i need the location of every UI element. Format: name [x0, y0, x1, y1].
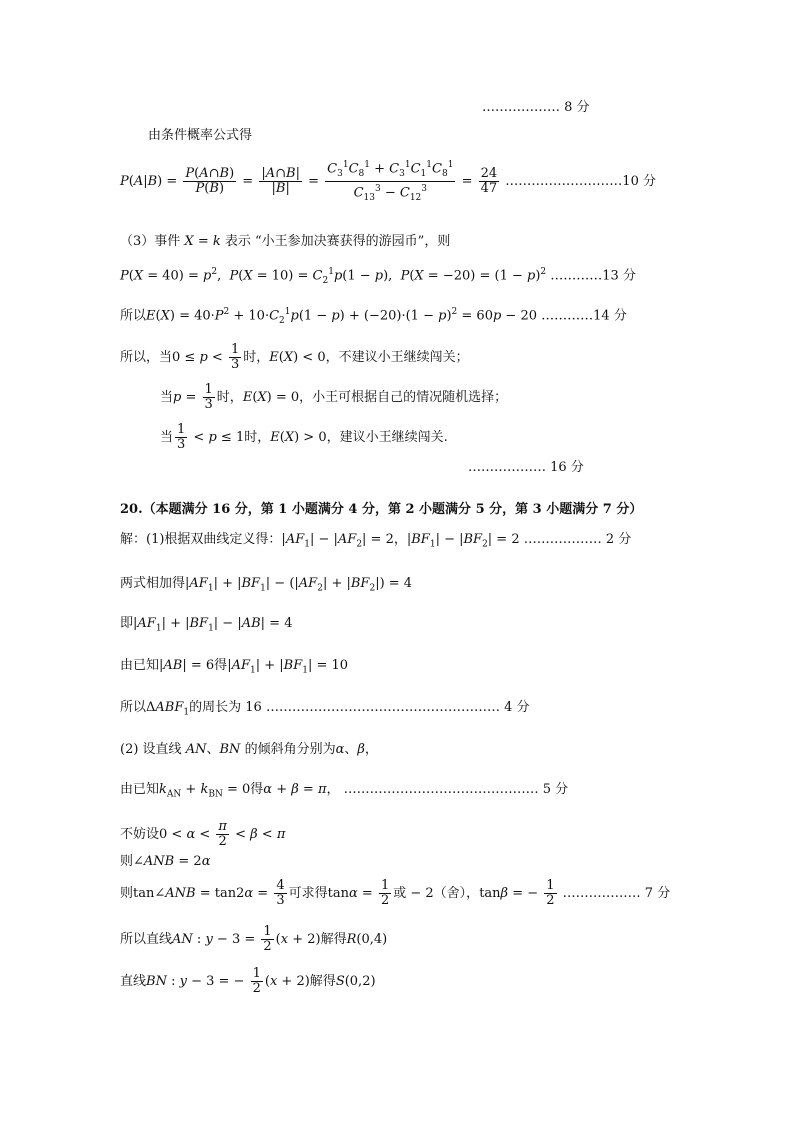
case-3: 当 $\frac{1}{3}$ < p ≤ 1时，E(X) > 0，建议小王继续闯关. — [160, 422, 448, 452]
q20-step2: 两式相加得$|AF_1| + |BF_1| - (|AF_2| + |BF_2|) = 4$ — [120, 576, 413, 594]
case-2: 当p = $\frac{1}{3}$ 时，E(X) = 0，小王可根据自己的情况随机选择； — [160, 382, 508, 412]
score-7: ……………… 7 分 — [562, 886, 671, 901]
cond-intro: 由条件概率公式得 — [148, 128, 253, 143]
score-8: ……………… 8 分 — [482, 100, 590, 115]
q20-step1: 解：(1)根据双曲线定义得：$|AF_1| - |AF_2| = 2$，$|BF_1| - |BF_2| = 2$ ……………… 2 分 — [120, 532, 632, 550]
expectation: 所以$E(X) = 40\cdot P^2 + 10\cdot C_2^1p(1 - p) + (-20)\cdot(1 - p)^2 = 60p - 20$ …………14 分 — [120, 307, 627, 326]
q20-step5: 所以$\Delta ABF_1$的周长为 16 ……………………………………………… 4 分 — [120, 700, 530, 718]
score-2: ……………… 2 分 — [523, 532, 632, 547]
q20-step4: 由已知|AB| = 6得$|AF_1| + |BF_1| = 10$ — [120, 658, 349, 676]
q20-step12: 直线BN : y − 3 = − $\frac{1}{2}$ (x + 2)解得S(0,2) — [120, 966, 376, 996]
cond-result: 24 — [480, 165, 498, 181]
q20-step11: 所以直线AN : y − 3 = $\frac{1}{2}$ (x + 2)解得R(0,4) — [120, 924, 388, 954]
q20-step8: 不妨设0 < α < $\frac{\pi}{2}$ < β < π — [120, 819, 286, 849]
cond-den: 47 — [480, 180, 498, 196]
score-14: …………14 分 — [541, 308, 627, 324]
q20-step7: 由已知$k_{AN} + k_{BN} = 0$得α + β = π， ……………………………………… 5 分 — [120, 782, 569, 800]
score-10: ………………………10 分 — [505, 173, 656, 189]
q20-step3: 即$|AF_1| + |BF_1| - |AB| = 4$ — [120, 616, 293, 634]
case-1: 所以，当0 ≤ p < $\frac{1}{3}$ 时，E(X) < 0，不建议小王继续闯关； — [120, 342, 469, 372]
score-4: ……………………………………………… 4 分 — [265, 700, 530, 715]
q20-step6: (2) 设直线 AN、BN 的倾斜角分别为α、β， — [120, 742, 378, 757]
q20-step9: 则∠ANB = 2α — [120, 854, 211, 869]
cond-formula: P(A|B) = $\frac{P(A\cap B)}{P(B)}$ = $\frac{|A\cap B|}{|B|}$ = $\frac{C_3^1C_8^1 + C_3^1C_1^1C_8^1}{C_{13}^3 - C_{12}^3}$ = $\frac{24}{47}$ ………………………10 分 — [120, 160, 656, 203]
score-5: ……………………………………… 5 分 — [343, 782, 569, 797]
q20-title: 20.（本题满分 16 分，第 1 小题满分 4 分，第 2 小题满分 5 分，第 3 小题满分 7 分） — [120, 502, 643, 517]
q20-step10: 则tan∠ANB = tan2α = $\frac{4}{3}$ 可求得tanα = $\frac{1}{2}$ 或 − 2（舍），tanβ = − $\frac{1}{2}$ ……………… 7 分 — [120, 878, 671, 908]
score-13: …………13 分 — [550, 268, 636, 284]
part3-intro: （3）事件 X = k 表示 “小王参加决赛获得的游园币”，则 — [120, 234, 451, 249]
score-16: ……………… 16 分 — [468, 460, 584, 475]
prob-distribution: $P(X = 40) = p^2$, $P(X = 10) = C_2^1p(1 - p)$, $P(X = -20) = (1 - p)^2$ …………13 分 — [120, 267, 636, 286]
